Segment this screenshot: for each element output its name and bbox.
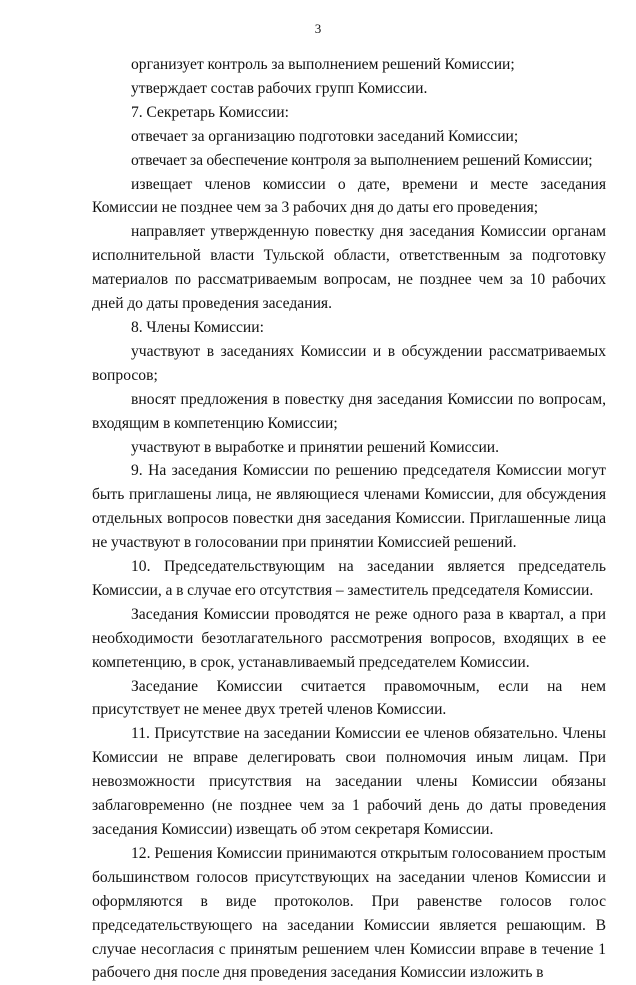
paragraph: Заседания Комиссии проводятся не реже одного раза в квартал, а при необходимости безотлагательного рассмотрения вопросов, входящих в ее компетенцию, в срок, устанавливаемый председателем Комиссии. <box>92 605 606 671</box>
paragraph: 9. На заседания Комиссии по решению председателя Комиссии могут быть приглашены лица, не являющиеся членами Комиссии, для обсуждения отдельных вопросов повестки дня заседания Комиссии. Приглашенные лица не участвуют в голосовании при принятии Комиссией решений. <box>92 462 606 552</box>
paragraph: участвуют в заседаниях Комиссии и в обсуждении рассматриваемых вопросов; <box>92 342 606 384</box>
paragraph: отвечает за организацию подготовки заседаний Комиссии; <box>131 127 519 145</box>
paragraph: 11. Присутствие на заседании Комиссии ее членов обязательно. Члены Комиссии не вправе делегировать свои полномочия иным лицам. При невозможности присутствия на заседании члены Комиссии обязаны заблаговременно (не позднее чем за 1 рабочий день до даты проведения заседания Комиссии) извещать об этом секретаря Комиссии. <box>92 725 606 838</box>
paragraph: извещает членов комиссии о дате, времени и месте заседания Комиссии не позднее чем за 3 рабочих дня до даты его проведения; <box>92 175 606 217</box>
paragraph: участвуют в выработке и принятии решений Комиссии. <box>131 438 500 456</box>
section-heading: 8. Члены Комиссии: <box>131 318 264 336</box>
page-number: 3 <box>314 21 322 36</box>
section-heading: 7. Секретарь Комиссии: <box>131 103 289 121</box>
paragraph: отвечает за обеспечение контроля за выполнением решений Комиссии; <box>131 151 593 169</box>
paragraph: утверждает состав рабочих групп Комиссии. <box>131 79 428 97</box>
paragraph: вносят предложения в повестку дня заседания Комиссии по вопросам, входящим в компетенцию Комиссии; <box>92 390 606 432</box>
paragraph: организует контроль за выполнением решений Комиссии; <box>131 56 515 73</box>
document-body <box>92 53 606 985</box>
paragraph: 10. Председательствующим на заседании является председатель Комиссии, а в случае его отсутствия – заместитель председателя Комиссии. <box>92 558 606 599</box>
paragraph: Заседание Комиссии считается правомочным, если на нем присутствует не менее двух третей членов Комиссии. <box>92 677 606 719</box>
paragraph: направляет утвержденную повестку дня заседания Комиссии органам исполнительной власти Тульской области, ответственным за подготовку материалов по рассматриваемым вопросам, не позднее чем за 10 рабочих дней до даты проведения заседания. <box>92 223 606 313</box>
paragraph: 12. Решения Комиссии принимаются открытым голосованием простым большинством голосов присутствующих на заседании членов Комиссии и оформляются в виде протоколов. При равенстве голосов голос председательствующего на заседании Комиссии является решающим. В случае несогласия с принятым решением член Комиссии вправе в течение 1 рабочего дня после дня проведения заседания Комиссии изложить в <box>92 844 606 982</box>
